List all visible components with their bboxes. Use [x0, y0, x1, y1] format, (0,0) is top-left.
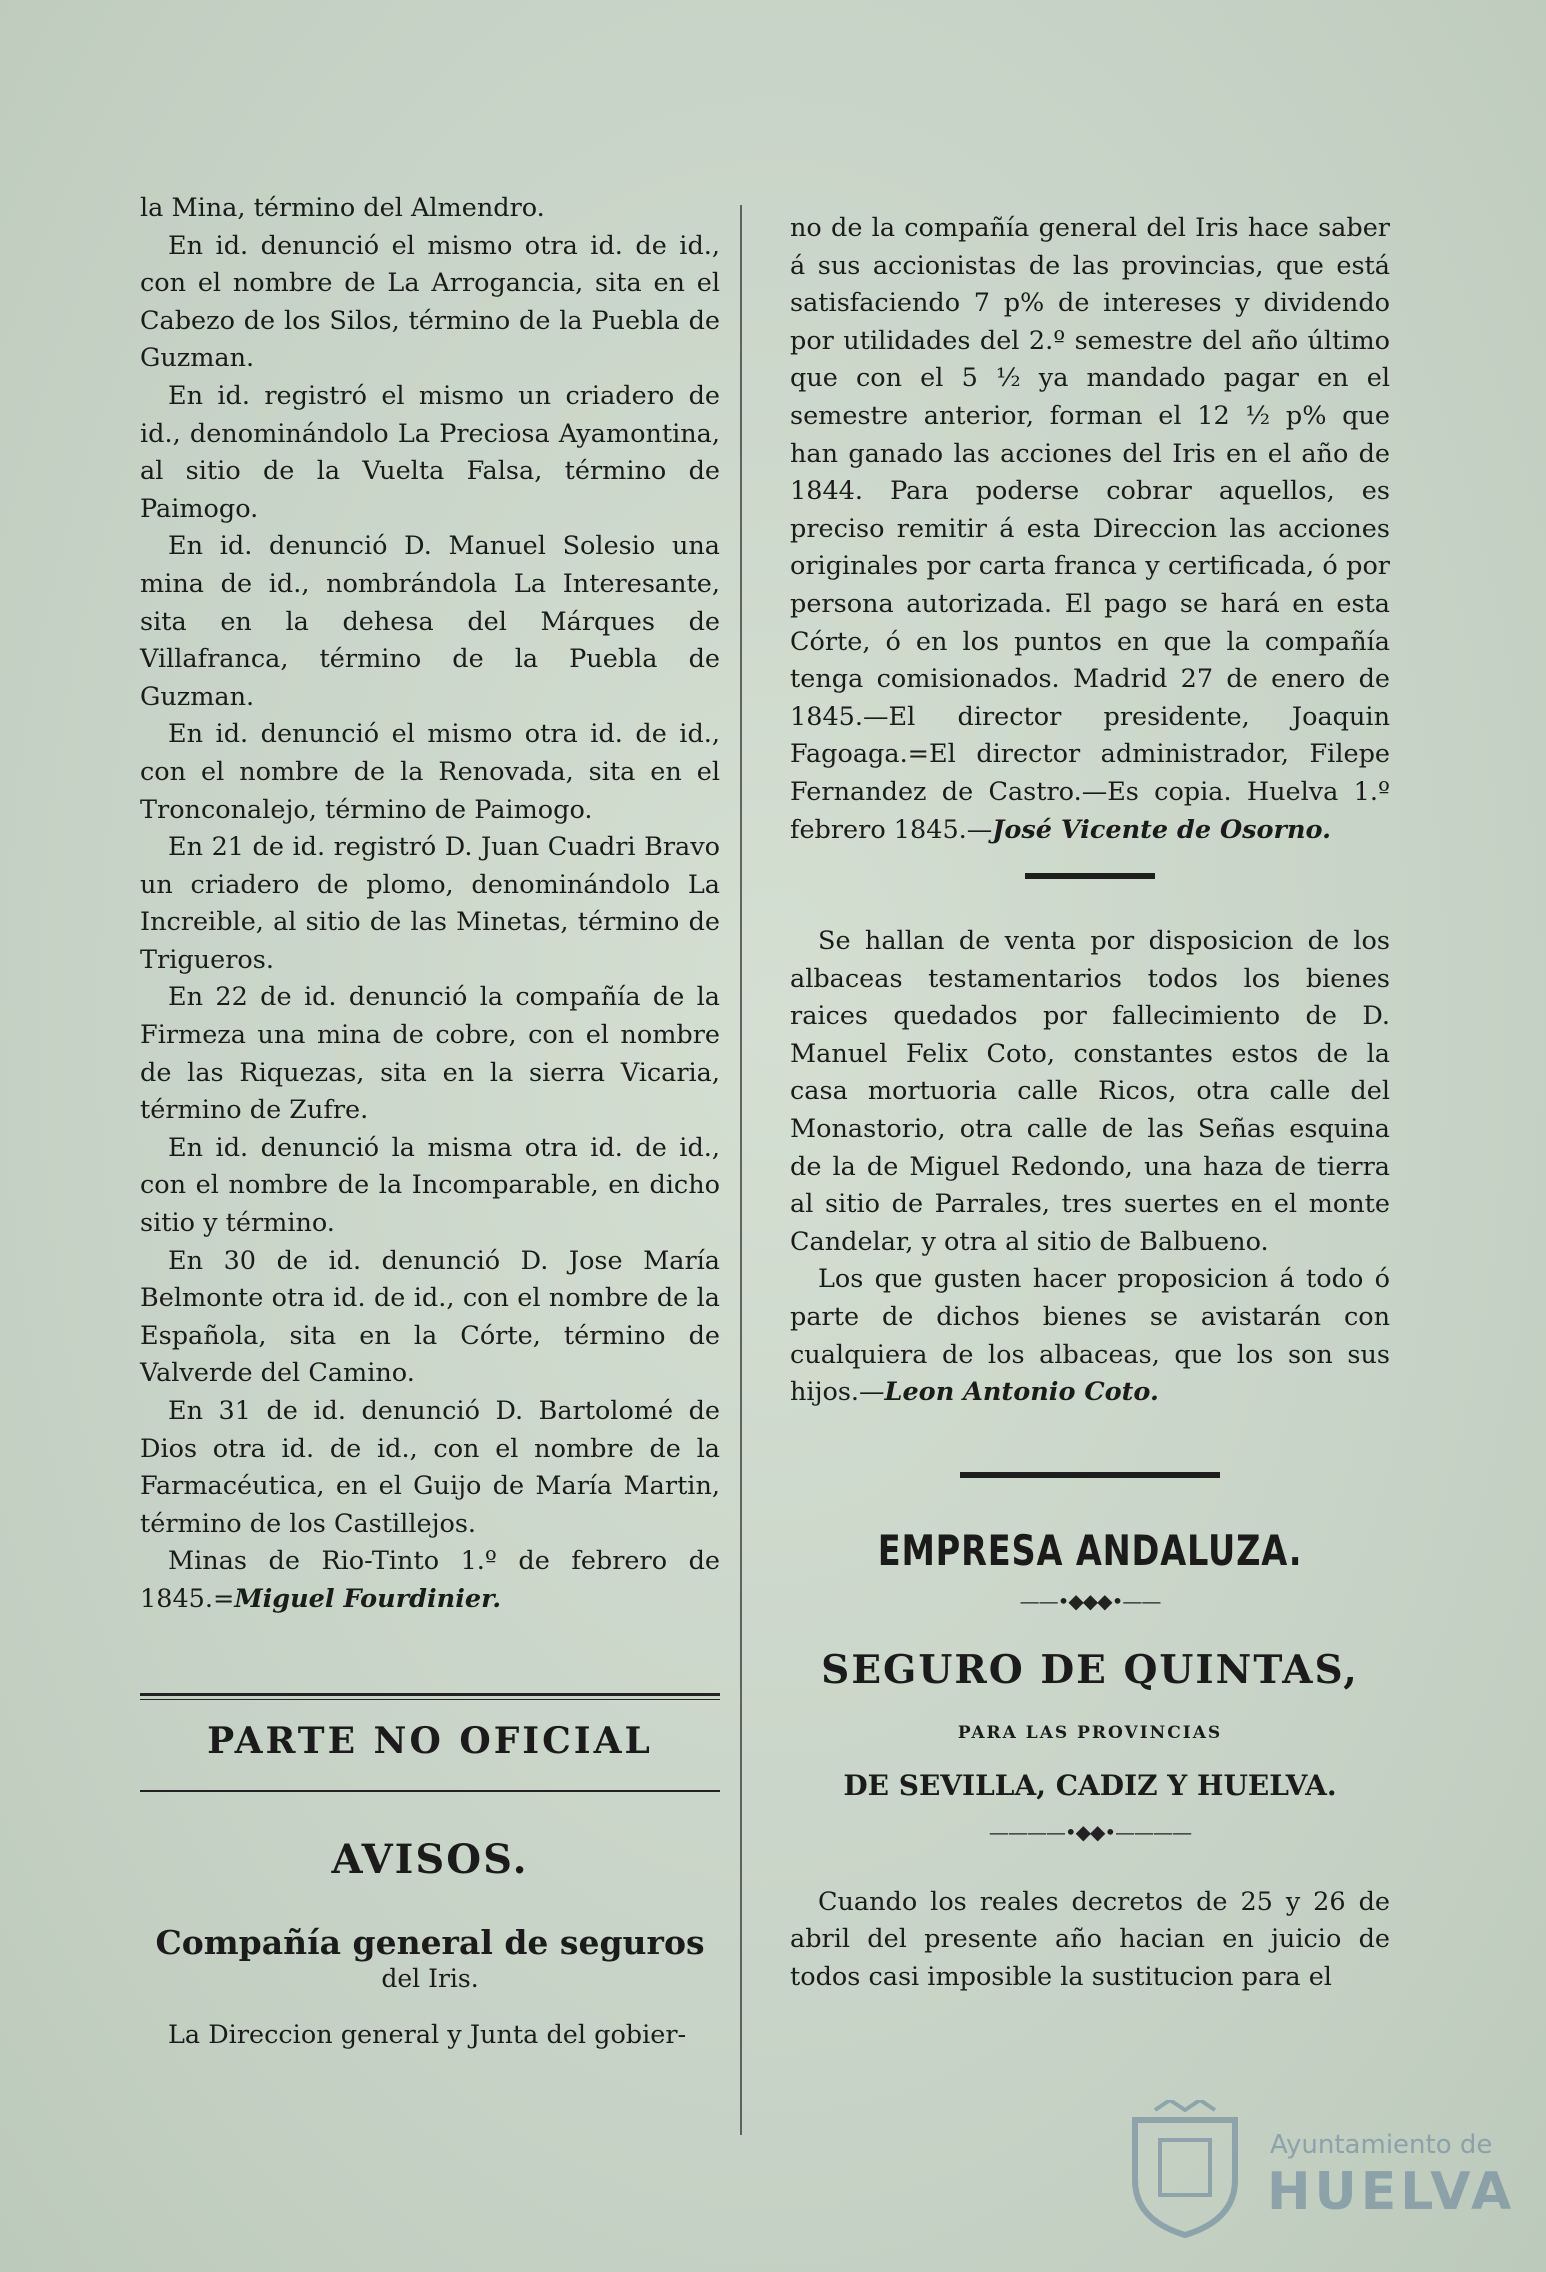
- watermark-logo: [1125, 2100, 1535, 2250]
- watermark-line1: Ayuntamiento de: [1270, 2130, 1493, 2160]
- ornament-divider: ——•◆◆◆•——: [1019, 1588, 1161, 1613]
- quintas-paragraph: Cuando los reales decretos de 25 y 26 de abril del presente año hacian en juicio de todos casi imposible la sustitucion para el: [790, 1886, 1390, 1992]
- closing-line: [140, 1543, 720, 1618]
- company-subheading: del Iris.: [381, 1963, 479, 1993]
- provinces-heading: DE SEVILLA, CADIZ Y HUELVA.: [843, 1768, 1337, 1802]
- paragraph-riquezas: En 22 de id. denunció la compañía de la Firmeza una mina de cobre, con el nombre de las Riquezas, sita en la sierra Vicaria, término de Zufre.: [140, 982, 720, 1126]
- paragraph-espanola: En 30 de id. denunció D. Jose María Belmonte otra id. de id., con el nombre de la Española, sita en la Córte, término de Valverde del Camino.: [140, 1245, 720, 1389]
- paragraph-interesante: En id. denunció D. Manuel Solesio una mina de id., nombrándola La Interesante, sita en la dehesa del Márques de Villafranca, término de la Puebla de Guzman.: [140, 531, 720, 712]
- paragraph-farmaceutica: En 31 de id. denunció D. Bartolomé de Dios otra id. de id., con el nombre de la Farmacéutica, en el Guijo de María Martin, término de los Castillejos.: [140, 1396, 720, 1539]
- paragraph-almendro: la Mina, término del Almendro.: [140, 193, 545, 223]
- section-heading: PARTE NO OFICIAL: [207, 1719, 653, 1762]
- seguro-heading: SEGURO DE QUINTAS,: [821, 1646, 1359, 1693]
- column-divider: [740, 205, 742, 2135]
- iris-signature: José Vicente de Osorno.: [992, 814, 1331, 845]
- closing-text: Minas de Rio-Tinto 1.º de febrero de 1845.=: [140, 1546, 720, 1614]
- paragraph-preciosa: En id. registró el mismo un criadero de id., denominándolo La Preciosa Ayamontina, al sitio de la Vuelta Falsa, término de Paimogo.: [140, 380, 720, 524]
- paragraph-arrogancia: En id. denunció el mismo otra id. de id., con el nombre de La Arrogancia, sita en el Cabezo de los Silos, término de la Puebla de Guzman.: [140, 230, 720, 374]
- shield-icon: [1125, 2100, 1245, 2240]
- paragraph-incomparable: En id. denunció la misma otra id. de id., con el nombre de la Incomparable, en dicho sitio y término.: [140, 1132, 720, 1239]
- offer-text: Los que gusten hacer proposicion á todo ó parte de dichos bienes se avistarán con cualquiera de los albaceas, que los son sus hijos.—: [790, 1264, 1390, 1408]
- closing-signature: Miguel Fourdinier.: [234, 1583, 502, 1614]
- iris-paragraph: [790, 210, 1390, 849]
- paragraph-increible: En 21 de id. registró D. Juan Cuadri Bravo un criadero de plomo, denominándolo La Increible, al sitio de las Minetas, término de Trigueros.: [140, 832, 720, 975]
- company-heading: Compañía general de seguros: [155, 1922, 705, 1962]
- empresa-heading: EMPRESA ANDALUZA.: [877, 1525, 1303, 1575]
- right-column: [790, 210, 1390, 1997]
- paragraph-renovada: En id. denunció el mismo otra id. de id., con el nombre de la Renovada, sita en el Tronconalejo, término de Paimogo.: [140, 719, 720, 825]
- left-column: [140, 190, 720, 2054]
- watermark-line2: HUELVA: [1267, 2162, 1516, 2222]
- ornament-divider-2: ————•◆◆•————: [988, 1819, 1192, 1844]
- para-heading: PARA LAS PROVINCIAS: [957, 1722, 1223, 1743]
- iris-text: no de la compañía general del Iris hace saber á sus accionistas de las provincias, que está satisfaciendo 7 p% de intereses y dividendo por utilidades del 2.º semestre del año último que con el 5 ½ ya mandado pagar en el semestre anterior, forman el 12 ½ p% que han ganado las acciones del Iris en el año de 1844. Para poderse cobrar aquellos, es preciso remitir á esta Direccion las acciones originales por carta franca y certificada, ó por persona autorizada. El pago se hará en esta Córte, ó en los puntos en que la compañía tenga comisionados. Madrid 27 de enero de 1845.—El director presidente, Joaquin Fagoaga.=El director administrador, Filepe Fernandez de Castro.—Es copia. Huelva 1.º febrero 1845.—: [790, 213, 1390, 845]
- sale-paragraph: Se hallan de venta por disposicion de los albaceas testamentarios todos los bienes raices quedados por fallecimiento de D. Manuel Felix Coto, constantes estos de la casa mortuoria calle Ricos, otra calle del Monastorio, otra calle de las Señas esquina de la de Miguel Redondo, una haza de tierra al sitio de Parrales, tres suertes en el monte Candelar, y otra al sitio de Balbueno.: [790, 926, 1390, 1257]
- section-rule-top: [140, 1693, 720, 1700]
- avisos-heading: AVISOS.: [331, 1835, 529, 1883]
- offer-signature: Leon Antonio Coto.: [884, 1377, 1159, 1408]
- direccion-paragraph: La Direccion general y Junta del gobier-: [168, 2019, 687, 2050]
- offer-paragraph: [790, 1261, 1390, 1411]
